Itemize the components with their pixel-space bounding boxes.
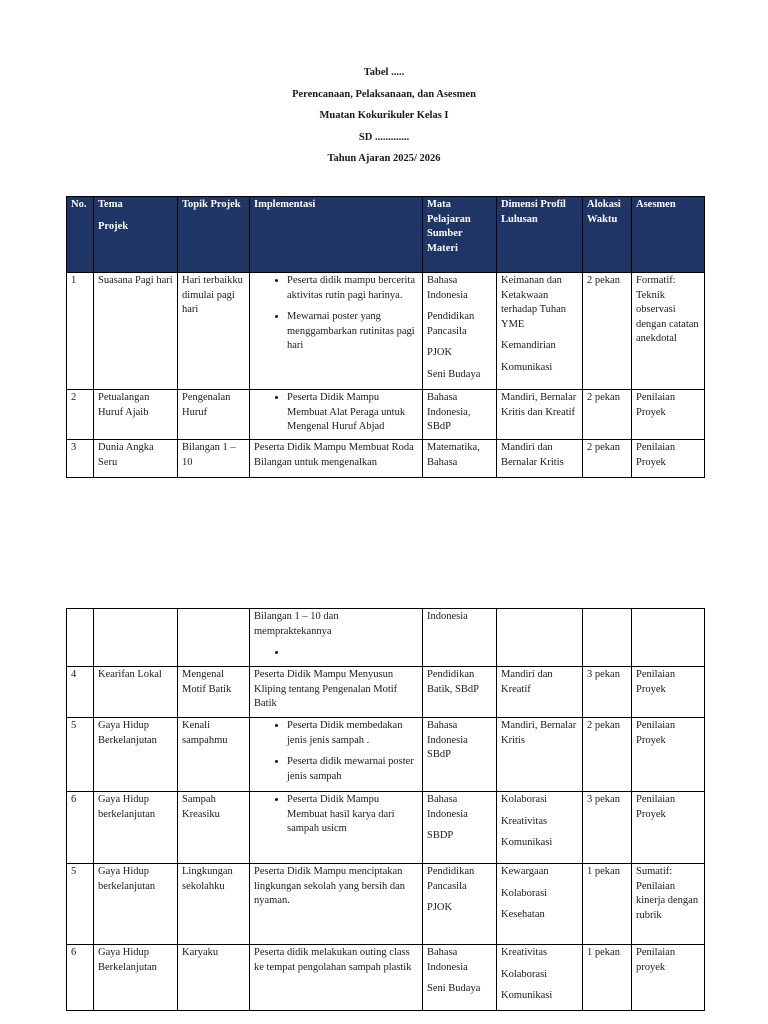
title-line-3: Muatan Kokurikuler Kelas I [319,110,449,121]
dimensi-item: Komunikasi [501,990,553,1001]
cell-tema [94,609,178,667]
cell-mapel: Bahasa Indonesia SBdP [423,718,497,792]
dimensi-item: Keimanan dan Ketakwaan terhadap Tuhan YME [501,275,567,330]
cell-implementasi [250,718,423,792]
mapel-item: Seni Budaya [427,368,481,380]
cell-asesmen [632,609,705,667]
cell-alokasi: 1 pekan [583,945,632,1011]
cell-dimensi [497,945,583,1011]
dimensi-item: Kolaborasi [501,794,548,805]
cell-implementasi: Peserta didik melakukan outing class ke tempat pengolahan sampah plastik [250,945,423,1011]
cell-dimensi [497,864,583,945]
cell-alokasi [583,609,632,667]
impl-item: • Mewarnai poster yang menggambarkan rutinitas pagi hari [287,310,418,354]
cell-topik: Sampah Kreasiku [178,792,250,864]
cell-mapel [423,273,497,390]
cell-implementasi [250,390,423,440]
table-row [67,945,705,1011]
cell-tema: Petualangan Huruf Ajaib [94,390,178,440]
header-tema [94,197,178,273]
impl-item: • Peserta didik mampu bercerita aktivitas rutin pagi harinya. [287,274,418,303]
table-row [67,792,705,864]
header-no: No. [67,197,94,273]
mapel-item: Pendidikan Pancasila [427,866,475,892]
cell-dimensi: Mandiri dan Bernalar Kritis [497,440,583,478]
header-topik: Topik Projek [178,197,250,273]
cell-topik: Mengenal Motif Batik [178,667,250,718]
cell-mapel [423,945,497,1011]
cell-topik: Karyaku [178,945,250,1011]
cell-asesmen: Penilaian Proyek [632,390,705,440]
cell-no: 6 [67,792,94,864]
cell-topik: Lingkungan sekolahku [178,864,250,945]
dimensi-item: Kolaborasi [501,968,548,980]
document-title [0,62,768,170]
cell-implementasi: Peserta Didik Mampu menciptakan lingkungan sekolah yang bersih dan nyaman. [250,864,423,945]
table-row [67,390,705,440]
cell-mapel: Indonesia [423,609,497,667]
dimensi-item: Kreativitas [501,815,548,827]
cell-asesmen: Penilaian proyek [632,945,705,1011]
table-header-row [67,197,705,273]
cell-alokasi: 2 pekan [583,390,632,440]
cell-alokasi: 2 pekan [583,273,632,390]
cell-alokasi: 3 pekan [583,667,632,718]
cell-no: 1 [67,273,94,390]
header-alokasi: Alokasi Waktu [583,197,632,273]
table-row [67,273,705,390]
impl-item: • Peserta Didik Mampu Membuat hasil karya dari sampah usicm [287,793,418,837]
cell-asesmen: Penilaian Proyek [632,718,705,792]
header-tema-b: Projek [98,220,129,232]
header-tema-a: Tema [98,199,123,210]
cell-dimensi [497,609,583,667]
dimensi-item: Kewargaan [501,866,549,877]
cell-no [67,609,94,667]
header-implementasi: Implementasi [250,197,423,273]
cell-alokasi: 2 pekan [583,440,632,478]
planning-table [66,196,705,478]
mapel-item: Seni Budaya [427,983,481,994]
dimensi-item: Kesehatan [501,909,545,920]
cell-topik [178,609,250,667]
cell-tema: Gaya Hidup berkelanjutan [94,792,178,864]
cell-no: 5 [67,718,94,792]
cell-asesmen: Sumatif: Penilaian kinerja dengan rubrik [632,864,705,945]
cell-dimensi: Mandiri, Bernalar Kritis dan Kreatif [497,390,583,440]
cell-no: 5 [67,864,94,945]
table-row [67,440,705,478]
mapel-item: PJOK [427,347,453,358]
cell-implementasi [250,609,423,667]
impl-item: • Peserta Didik Mampu Membuat Alat Peraga untuk Mengenal Huruf Abjad [287,391,418,435]
table-row [67,864,705,945]
planning-table-continued [66,608,705,1011]
table-row [67,667,705,718]
cell-no: 2 [67,390,94,440]
title-line-5: Tahun Ajaran 2025/ 2026 [327,153,441,164]
cell-dimensi: Mandiri dan Kreatif [497,667,583,718]
cell-asesmen: Penilaian Proyek [632,792,705,864]
cell-implementasi [250,273,423,390]
header-dimensi: Dimensi Profil Lulusan [497,197,583,273]
table-row [67,718,705,792]
cell-tema: Dunia Angka Seru [94,440,178,478]
title-line-1: Tabel ..... [363,67,405,78]
cell-dimensi: Mandiri, Bernalar Kritis [497,718,583,792]
mapel-item: PJOK [427,902,453,913]
title-line-4: SD ............. [358,131,410,143]
cell-topik: Kenali sampahmu [178,718,250,792]
cell-mapel: Pendidikan Batik, SBdP [423,667,497,718]
cell-no: 4 [67,667,94,718]
table-row-continuation [67,609,705,667]
dimensi-item: Kreativitas [501,947,548,958]
cell-mapel [423,792,497,864]
cell-alokasi: 1 pekan [583,864,632,945]
cell-tema: Gaya Hidup Berkelanjutan [94,718,178,792]
cell-tema: Gaya Hidup Berkelanjutan [94,945,178,1011]
dimensi-item: Komunikasi [501,837,553,848]
mapel-item: Bahasa Indonesia [427,947,468,973]
cell-asesmen: Penilaian Proyek [632,440,705,478]
mapel-item: Pendidikan Pancasila [427,311,475,337]
cell-alokasi: 3 pekan [583,792,632,864]
cell-topik: Pengenalan Huruf [178,390,250,440]
cell-dimensi [497,273,583,390]
cell-alokasi: 2 pekan [583,718,632,792]
impl-item: • Peserta didik mewarnai poster jenis sampah [287,755,418,784]
dimensi-item: Kemandirian [501,340,556,351]
cell-implementasi [250,792,423,864]
mapel-item: Bahasa Indonesia [427,794,468,820]
cell-implementasi: Peserta Didik Mampu Membuat Roda Bilangan untuk mengenalkan [250,440,423,478]
cell-no: 3 [67,440,94,478]
empty-bullet [287,646,418,660]
cell-topik: Bilangan 1 – 10 [178,440,250,478]
impl-continued: Bilangan 1 – 10 dan mempraktekannya [254,611,339,637]
cell-implementasi: Peserta Didik Mampu Menyusun Kliping tentang Pengenalan Motif Batik [250,667,423,718]
cell-tema: Kearifan Lokal [94,667,178,718]
cell-mapel [423,864,497,945]
header-asesmen: Asesmen [632,197,705,273]
cell-no: 6 [67,945,94,1011]
title-line-2: Perencanaan, Pelaksanaan, dan Asesmen [292,88,476,100]
impl-item: • Peserta Didik membedakan jenis jenis sampah . [287,719,418,748]
cell-tema: Suasana Pagi hari [94,273,178,390]
cell-mapel: Matematika, Bahasa [423,440,497,478]
mapel-item: Bahasa Indonesia [427,275,468,301]
header-mapel: Mata Pelajaran Sumber Materi [423,197,497,273]
cell-asesmen: Penilaian Proyek [632,667,705,718]
cell-dimensi [497,792,583,864]
cell-mapel: Bahasa Indonesia, SBdP [423,390,497,440]
cell-asesmen: Formatif: Teknik observasi dengan catatan anekdotal [632,273,705,390]
cell-tema: Gaya Hidup berkelanjutan [94,864,178,945]
dimensi-item: Komunikasi [501,361,553,373]
mapel-item: SBDP [427,830,454,841]
cell-topik: Hari terbaikku dimulai pagi hari [178,273,250,390]
dimensi-item: Kolaborasi [501,887,548,899]
